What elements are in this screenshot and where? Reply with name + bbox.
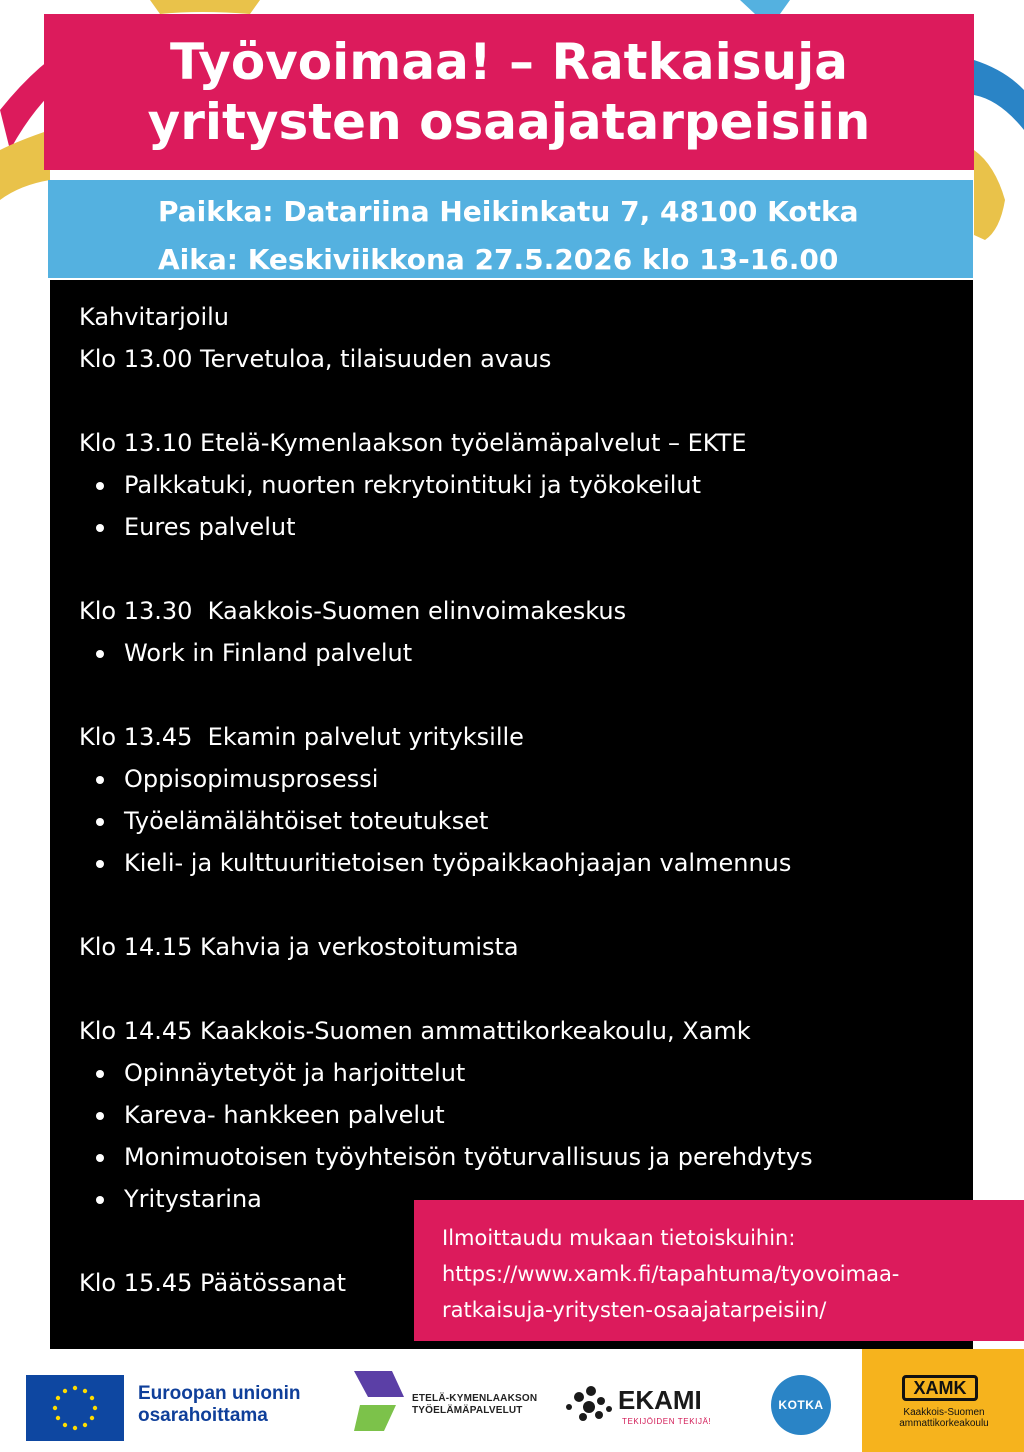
list-item: Oppisopimusprosessi [79,758,973,800]
registration-link[interactable]: https://www.xamk.fi/tapahtuma/tyovoimaa- [442,1262,900,1286]
agenda-item-1545: Klo 15.45 Päätössanat [79,1269,346,1297]
list-item: Palkkatuki, nuorten rekrytointituki ja työkokeilut [79,464,973,506]
agenda-item-1345: Klo 13.45 Ekamin palvelut yrityksille [79,723,524,751]
ekami-logo-icon [563,1385,617,1425]
xamk-logo: XAMK [902,1375,978,1401]
eu-funding-line-2: osarahoittama [138,1405,268,1426]
event-info [48,180,973,278]
registration-box [414,1200,1024,1341]
list-item: Work in Finland palvelut [79,632,973,674]
footer-logos [0,1349,1024,1452]
agenda-coffee: Kahvitarjoilu [79,303,229,331]
list-item: Kareva- hankkeen palvelut [79,1094,973,1136]
event-title [44,14,974,170]
agenda-item-1445: Klo 14.45 Kaakkois-Suomen ammattikorkeakoulu, Xamk [79,1017,751,1045]
kotka-logo: KOTKA [771,1375,831,1435]
eu-funding-label [138,1383,301,1427]
agenda-item-1415: Klo 14.15 Kahvia ja verkostoitumista [79,933,519,961]
registration-link-continued[interactable]: ratkaisuja-yritysten-osaajatarpeisiin/ [442,1298,827,1322]
title-line-2: yritysten osaajatarpeisiin [147,93,871,151]
list-item: Opinnäytetyöt ja harjoittelut [79,1052,973,1094]
ekte-line-2: TYÖELÄMÄPALVELUT [412,1405,523,1416]
list-item: Kieli- ja kulttuuritietoisen työpaikkaohjaajan valmennus [79,842,973,884]
eu-flag-icon [26,1375,124,1441]
ekte-logo-icon [352,1371,408,1441]
eu-funding-line-1: Euroopan unionin [138,1383,301,1404]
ekte-line-1: ETELÄ-KYMENLAAKSON [412,1393,538,1404]
xamk-logo-text [874,1407,1014,1429]
agenda-panel [50,280,973,1349]
xamk-line-1: Kaakkois-Suomen [903,1407,985,1418]
event-place: Paikka: Datariina Heikinkatu 7, 48100 Kotka [158,195,859,228]
agenda-item-1330: Klo 13.30 Kaakkois-Suomen elinvoimakeskus [79,597,627,625]
event-time: Aika: Keskiviikkona 27.5.2026 klo 13-16.00 [158,243,839,276]
registration-label: Ilmoittaudu mukaan tietoiskuihin: [442,1226,796,1250]
ekte-logo-text [412,1393,537,1417]
list-item: Yritystarina [79,1178,973,1220]
ekami-logo-text: EKAMI [618,1385,702,1415]
list-item: Työelämälähtöiset toteutukset [79,800,973,842]
agenda-item-1310: Klo 13.10 Etelä-Kymenlaakson työelämäpalvelut – EKTE [79,429,747,457]
list-item: Monimuotoisen työyhteisön työturvallisuus ja perehdytys [79,1136,973,1178]
agenda-item-1300: Klo 13.00 Tervetuloa, tilaisuuden avaus [79,345,552,373]
ekami-tagline: TEKIJÖIDEN TEKIJÄ! [622,1417,712,1426]
xamk-line-2: ammattikorkeakoulu [899,1418,989,1429]
list-item: Eures palvelut [79,506,973,548]
title-line-1: Työvoimaa! – Ratkaisuja [170,33,848,91]
